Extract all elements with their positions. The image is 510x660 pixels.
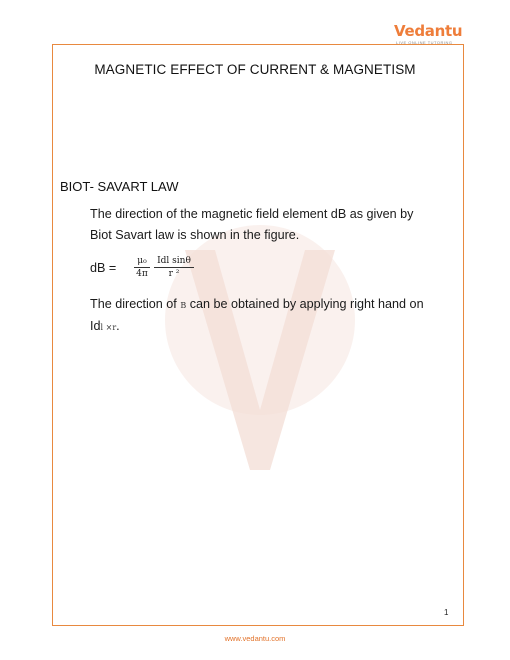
vector-cross-product: l ×r <box>100 323 117 332</box>
text-segment: The direction of <box>90 297 177 311</box>
page-number: 1 <box>444 608 449 617</box>
fraction-numerator: μ₀ <box>134 256 150 268</box>
fraction-denominator: r ² <box>168 269 180 279</box>
fraction-denominator: 4π <box>136 269 148 279</box>
formula-constant-fraction <box>134 256 150 280</box>
watermark-v-logo <box>160 210 360 490</box>
text-segment: can be obtained by applying right hand on Id <box>90 297 424 333</box>
formula-lhs: dB = <box>90 261 117 275</box>
paragraph-direction: The direction of the magnetic field element dB as given by Biot Savart law is shown in the figure. <box>90 207 414 242</box>
footer-link[interactable]: www.vedantu.com <box>224 634 286 643</box>
formula-main-fraction <box>154 256 194 280</box>
vector-b-symbol: B <box>180 301 187 310</box>
logo-tagline: LIVE ONLINE TUTORING <box>396 40 453 45</box>
text-end: . <box>116 319 120 333</box>
section-heading: BIOT- SAVART LAW <box>60 179 179 194</box>
document-title: MAGNETIC EFFECT OF CURRENT & MAGNETISM <box>94 62 416 77</box>
fraction-numerator: Idl sinθ <box>154 256 194 268</box>
paragraph-right-hand-rule <box>90 294 435 338</box>
logo-wordmark: Vedantu <box>394 22 463 40</box>
